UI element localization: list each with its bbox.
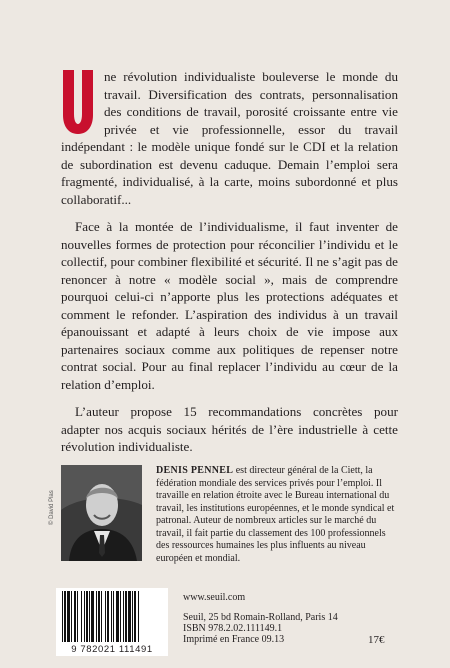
isbn: ISBN 978.2.02.111149.1 (183, 623, 283, 634)
barcode-bar (101, 591, 102, 642)
author-bio (156, 465, 401, 565)
print-info: Imprimé en France 09.13 (183, 634, 285, 645)
barcode-bar (86, 591, 88, 642)
barcode (56, 588, 168, 656)
barcode-bar (81, 591, 82, 642)
author-portrait-image (61, 465, 142, 561)
barcode-number: 9 782021 111491 (71, 644, 153, 655)
dropcap-letter (61, 70, 95, 134)
barcode-bar (134, 591, 136, 642)
barcode-bar (132, 591, 133, 642)
publisher-website: www.seuil.com (183, 592, 246, 603)
publisher-imprint (183, 612, 338, 645)
barcode-bar (138, 591, 139, 642)
author-bio-text: est directeur général de la Ciett, la fédération mondiale des services privés pour l’emploi. Il travaille en relation étroite avec le Bureau international du travail, les institutions européennes, et le monde syndical et patronal. Auteur de nombreux articles sur le marché du travail, il fait partie du classement des 100 professionnels des ressources humaines les plus influents au niveau européen et mondial. (156, 465, 395, 564)
photo-credit: © David Plas (49, 490, 55, 525)
barcode-bar (111, 591, 112, 642)
barcode-bar (67, 591, 70, 642)
price: 17€ (368, 634, 385, 646)
barcode-bar (74, 591, 76, 642)
barcode-bar (128, 591, 131, 642)
paragraph-recommendations: L’auteur propose 15 recommandations concrètes pour adapter nos acquis sociaux hérités de l’ère industrielle à cette révolution individualiste. (61, 404, 398, 454)
author-section (49, 465, 401, 565)
barcode-bar (116, 591, 119, 642)
barcode-bar (77, 591, 78, 642)
barcode-bar (84, 591, 85, 642)
barcode-bar (62, 591, 63, 642)
author-photo (49, 465, 142, 561)
barcode-bar (105, 591, 106, 642)
barcode-bar (107, 591, 109, 642)
barcode-bar (98, 591, 100, 642)
barcode-bar (91, 591, 94, 642)
barcode-bar (125, 591, 127, 642)
barcode-bar (96, 591, 97, 642)
barcode-bar (123, 591, 124, 642)
author-name: DENIS PENNEL (156, 465, 234, 476)
barcode-bar (64, 591, 66, 642)
barcode-bar (113, 591, 114, 642)
back-cover-text (61, 68, 398, 466)
publisher-address: Seuil, 25 bd Romain-Rolland, Paris 14 (183, 612, 338, 623)
barcode-bar (71, 591, 72, 642)
barcode-bars (56, 588, 168, 644)
barcode-bar (89, 591, 90, 642)
barcode-bar (120, 591, 121, 642)
paragraph-protection: Face à la montée de l’individualisme, il faut inventer de nouvelles formes de protection pour réconcilier l’individu et le collectif, pour combiner flexibilité et sécurité. Il ne s’agit pas de renoncer à notre « modèle social », mais de comprendre pourquoi celui-ci n’apporte plus les protections adéquates et comment le refonder. L’aspiration des individus à un travail épanouissant et adapté à leurs choix de vie impose aux partenaires sociaux comme aux politiques de repenser notre contrat social. Pour au final replacer l’individu au cœur de la relation d’emploi. (61, 219, 398, 392)
paragraph-intro: ne révolution individualiste bouleverse le monde du travail. Diversification des contrats, personnalisation des conditions de travail, porosité croissante entre vie privée et vie professionnelle, essor du travail indépendant : le modèle unique fondé sur le CDI et la relation de subordination est devenu caduque. Demain l’emploi sera fragmenté, individualisé, à la carte, moins subordonné et plus collaboratif... (61, 69, 398, 207)
